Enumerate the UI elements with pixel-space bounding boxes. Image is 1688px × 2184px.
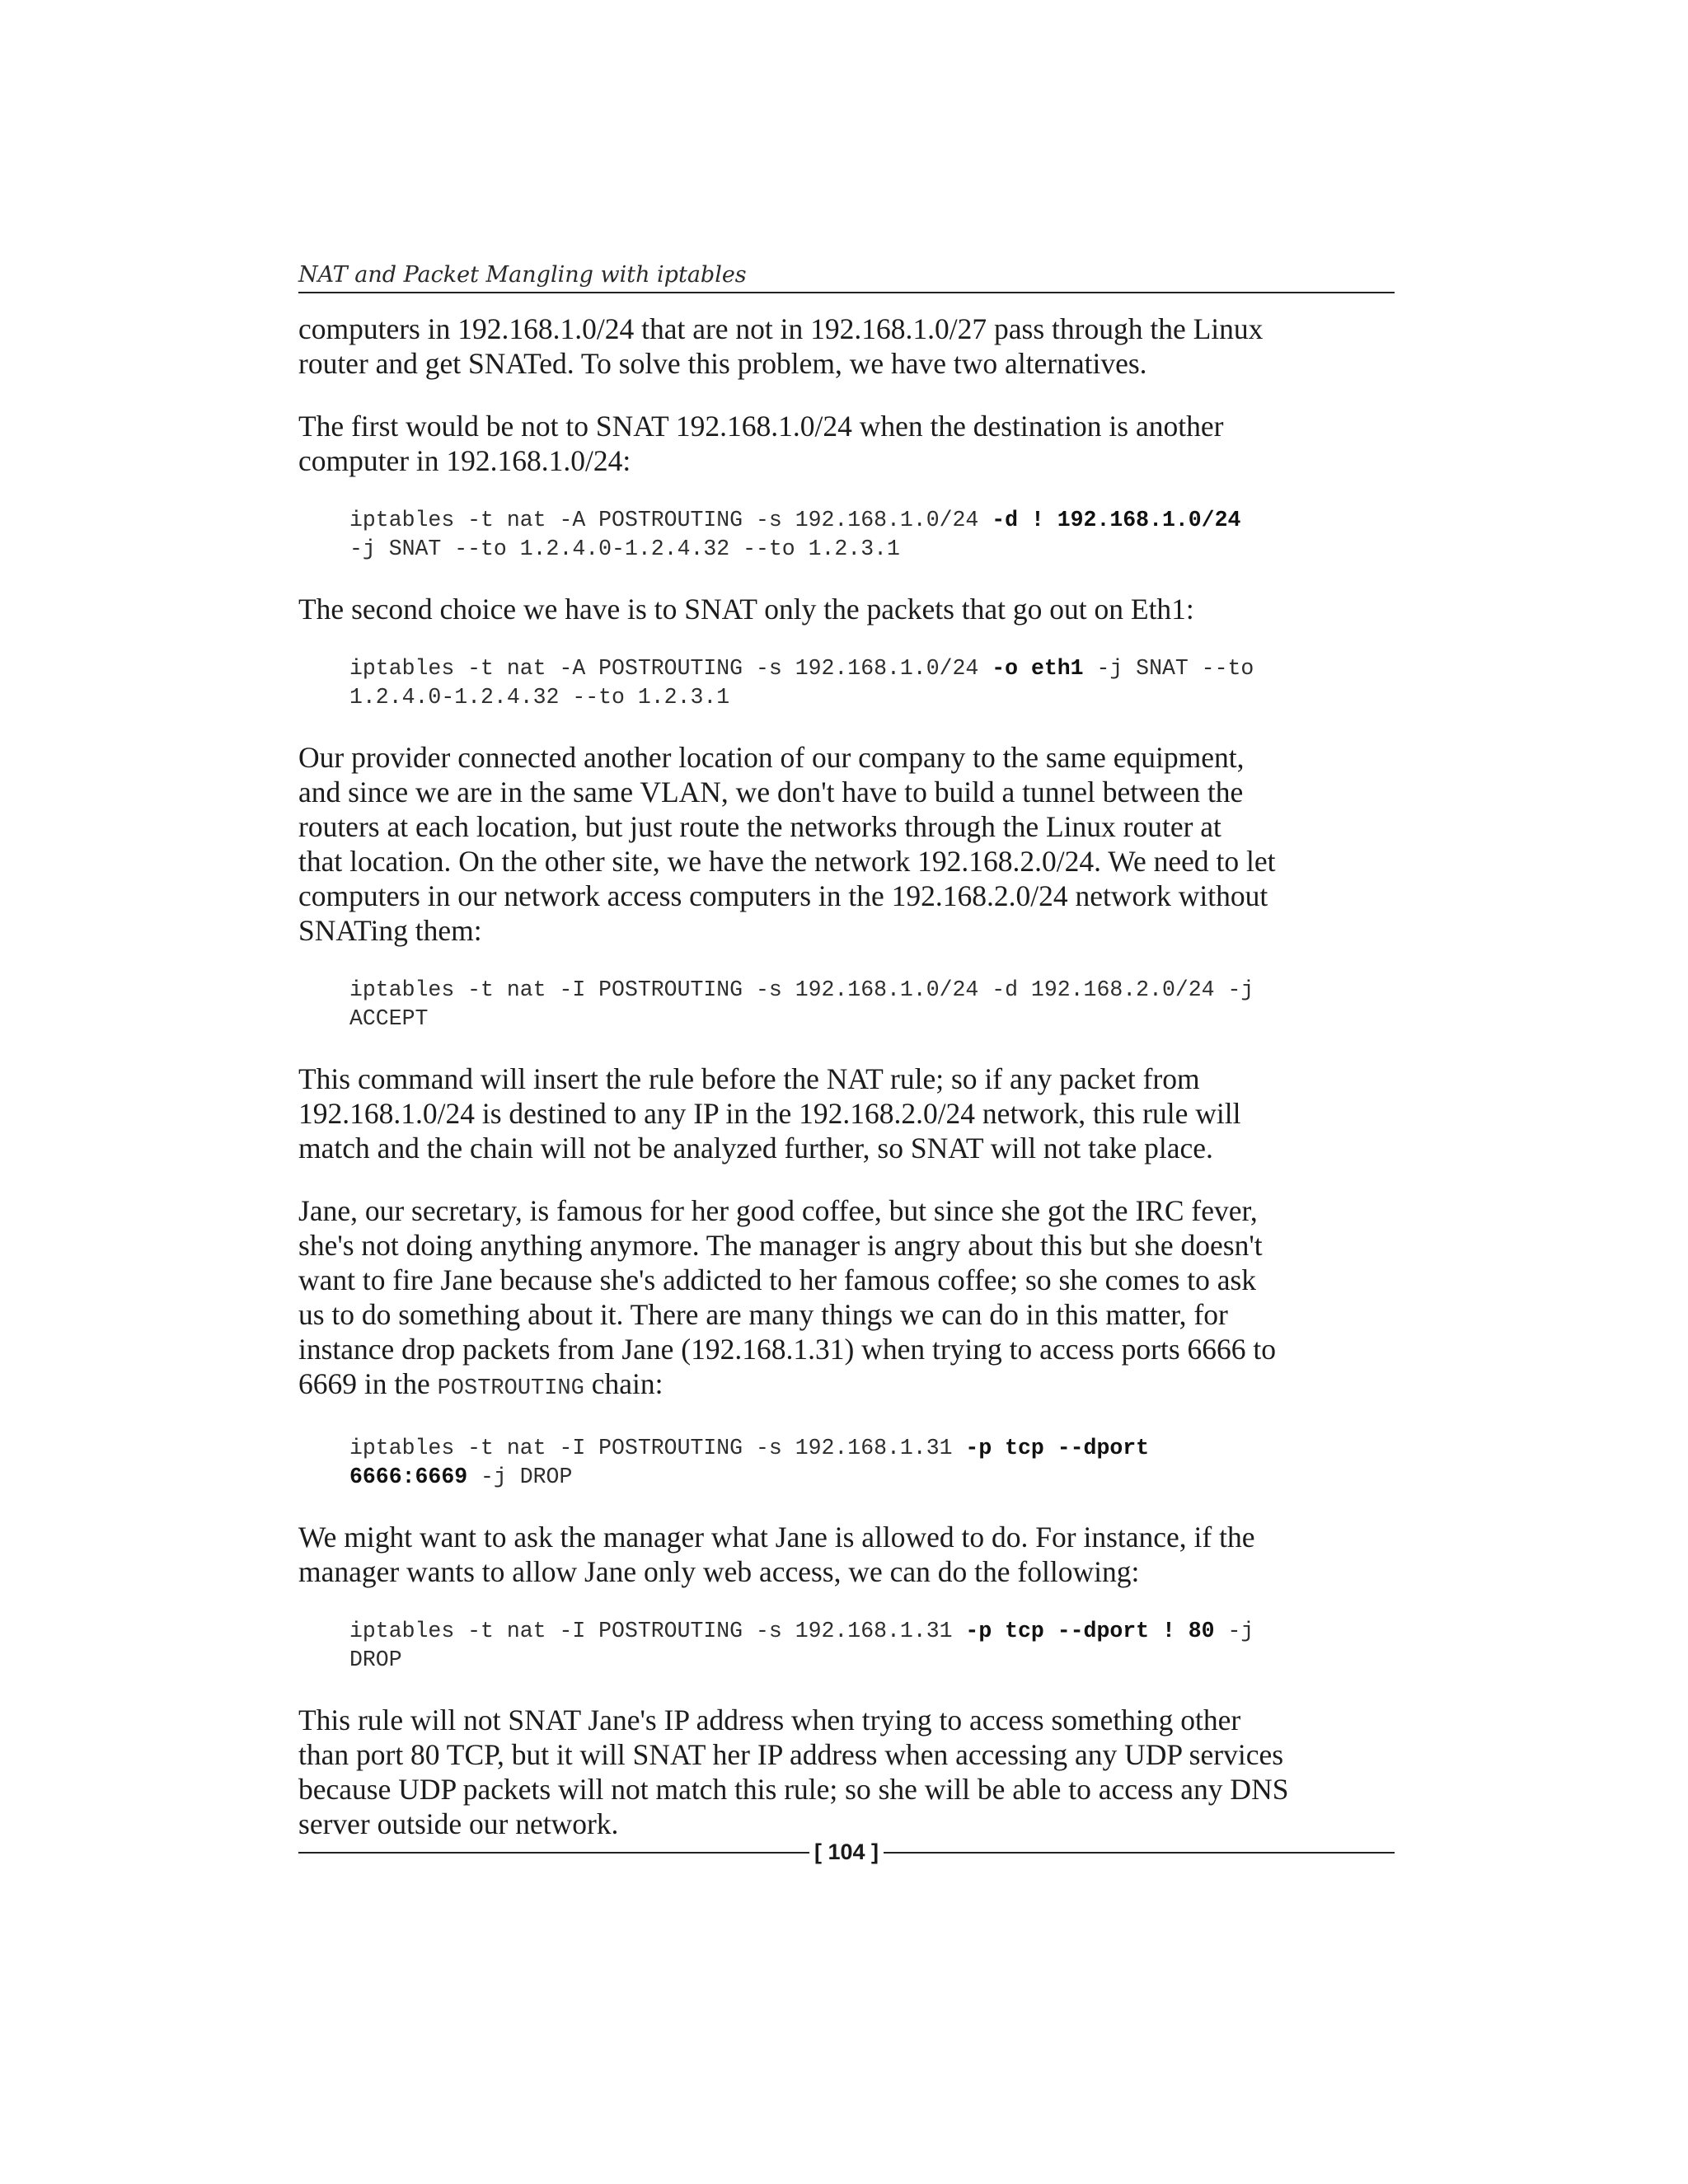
code-highlight: -p tcp --dport ! 80 [965, 1619, 1215, 1643]
code-text: -j DROP [467, 1465, 573, 1489]
footer-rule-left [298, 1852, 809, 1854]
code-text: -j SNAT --to 1.2.4.0-1.2.4.32 --to 1.2.3.1 [349, 656, 1254, 710]
running-header: NAT and Packet Mangling with iptables [298, 260, 1395, 293]
code-block-3 [349, 976, 1395, 1033]
code-block-2 [349, 654, 1395, 712]
paragraph-7: We might want to ask the manager what Jane is allowed to do. For instance, if the manager wants to allow Jane only web access, we can do the following: [298, 1521, 1255, 1588]
code-text: iptables -t nat -I POSTROUTING -s 192.168.1.31 [349, 1436, 966, 1460]
page-number: [ 104 ] [814, 1840, 879, 1864]
paragraph-4: Our provider connected another location of our company to the same equipment, and since we are in the same VLAN, we don't have to build a tunnel between the routers at each location, but just route the networks through the Linux router at that location. On the other site, we have the network 192.168.2.0/24. We need to let computers in our network access computers in the 192.168.2.0/24 network without SNATing them: [298, 741, 1276, 947]
book-page [298, 260, 1395, 1869]
code-text: iptables -t nat -A POSTROUTING -s 192.168.1.0/24 [349, 656, 992, 681]
code-highlight: -o eth1 [992, 656, 1084, 681]
paragraph-6-tail: chain: [584, 1367, 663, 1400]
code-block-4 [349, 1434, 1395, 1492]
paragraph-5: This command will insert the rule before the NAT rule; so if any packet from 192.168.1.0/24 is destined to any IP in the 192.168.2.0/24 network, this rule will match and the chain will not be analyzed further, so SNAT will not take place. [298, 1062, 1241, 1165]
code-highlight: -p tcp --dport 6666:6669 [349, 1436, 1150, 1489]
code-text: iptables -t nat -I POSTROUTING -s 192.168.1.31 [349, 1619, 966, 1643]
footer-rule-right [884, 1852, 1395, 1854]
code-text: iptables -t nat -I POSTROUTING -s 192.168.1.0/24 -d 192.168.2.0/24 -j ACCEPT [349, 977, 1254, 1031]
code-text: iptables -t nat -A POSTROUTING -s 192.168.1.0/24 [349, 508, 992, 532]
paragraph-6 [298, 1193, 1395, 1406]
page-footer [298, 1840, 1395, 1865]
paragraph-6-text: Jane, our secretary, is famous for her good coffee, but since she got the IRC fever, she's not doing anything anymore. The manager is angry about this but she doesn't want to fire Jane because she's addicted to her famous coffee; so she comes to ask us to do something about it. There are many things we can do in this matter, for instance drop packets from Jane (192.168.1.31) when trying to access ports 6666 to 6669 in the [298, 1194, 1277, 1400]
code-highlight: -d ! 192.168.1.0/24 [992, 508, 1241, 532]
paragraph-1: computers in 192.168.1.0/24 that are not in 192.168.1.0/27 pass through the Linux router and get SNATed. To solve this problem, we have two alternatives. [298, 312, 1264, 380]
code-text: -j DROP [349, 1619, 1254, 1672]
paragraph-8: This rule will not SNAT Jane's IP address when trying to access something other than port 80 TCP, but it will SNAT her IP address when accessing any UDP services because UDP packets will not match this rule; so she will be able to access any DNS server outside our network. [298, 1704, 1289, 1840]
paragraph-3: The second choice we have is to SNAT only the packets that go out on Eth1: [298, 593, 1194, 626]
inline-code-postrouting: POSTROUTING [437, 1376, 584, 1401]
code-block-1 [349, 506, 1395, 564]
code-block-5 [349, 1617, 1395, 1675]
code-text: -j SNAT --to 1.2.4.0-1.2.4.32 --to 1.2.3.1 [349, 537, 900, 561]
paragraph-2: The first would be not to SNAT 192.168.1.0/24 when the destination is another computer in 192.168.1.0/24: [298, 410, 1224, 477]
